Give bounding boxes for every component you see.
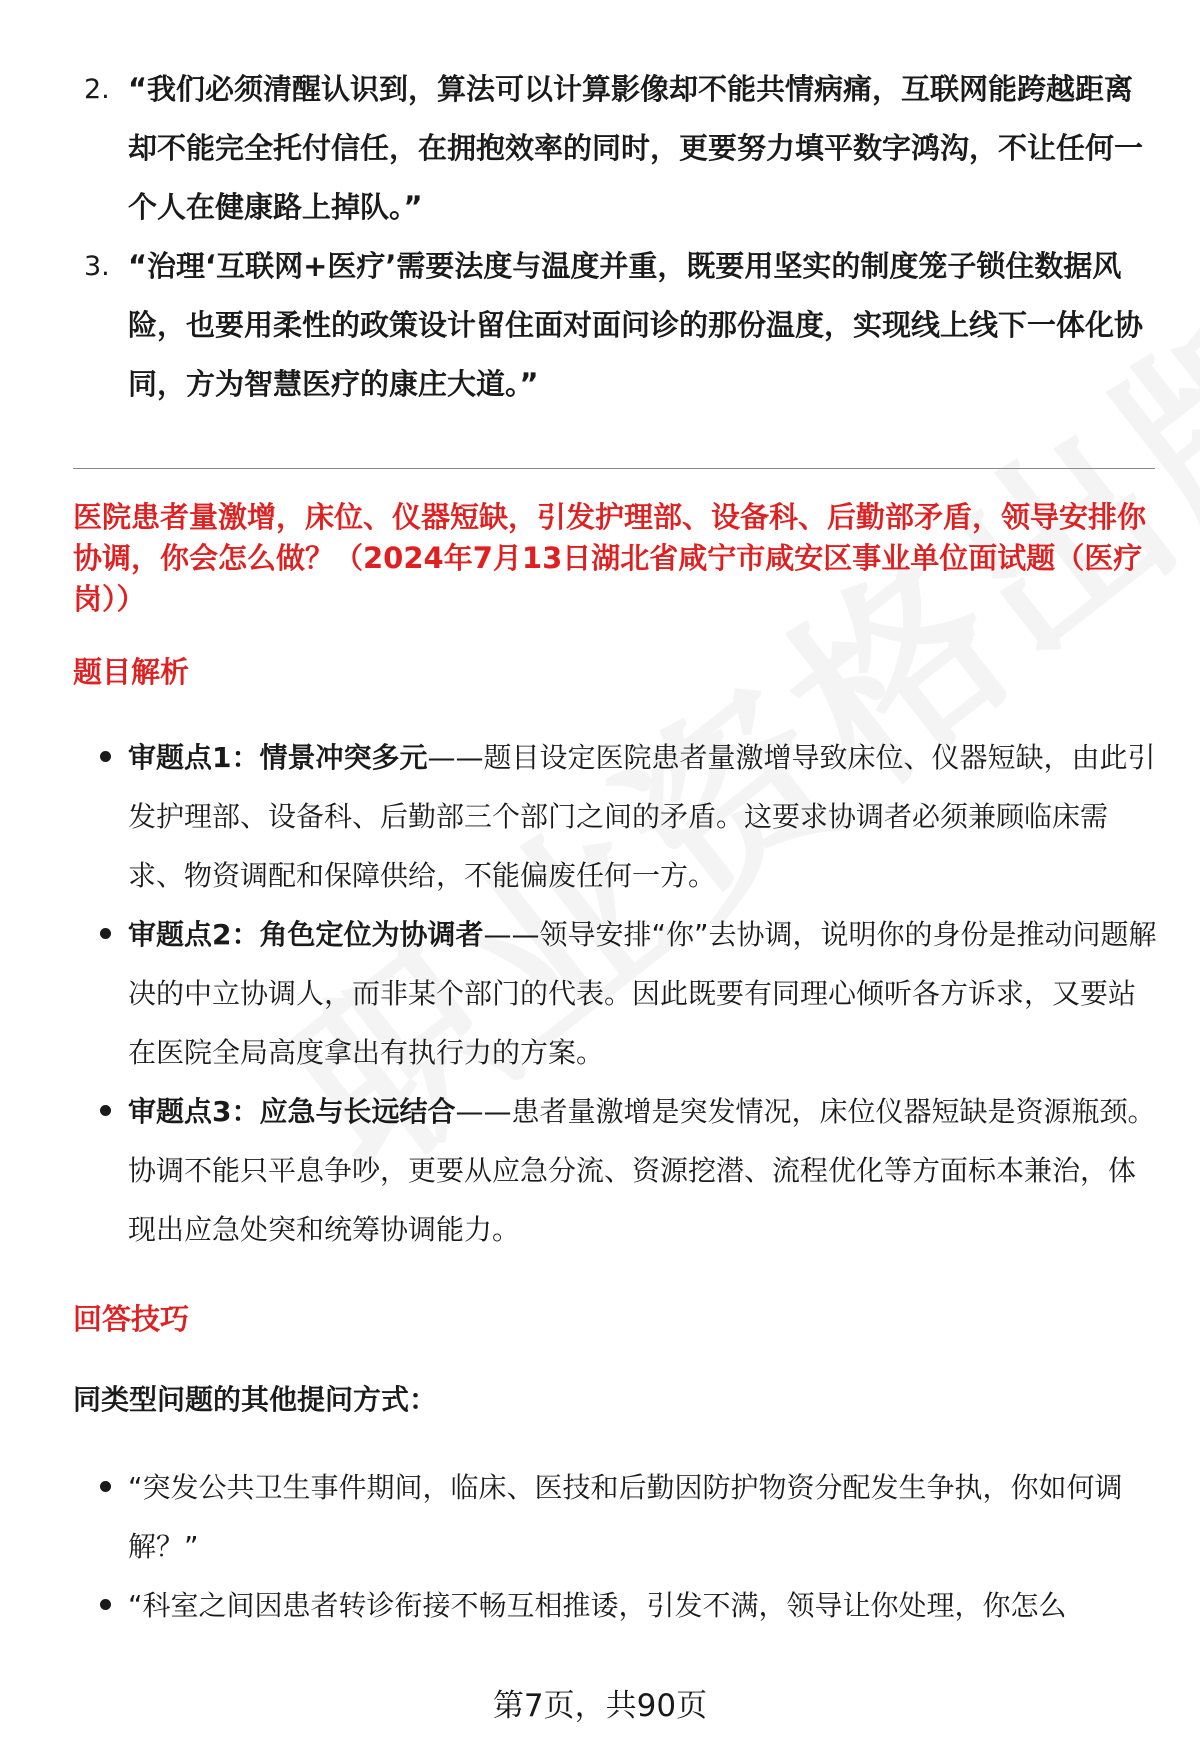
quote-number: 3. <box>84 251 110 282</box>
analysis-point-text: ——患者量激增是突发情况，床位仪器短缺是资源瓶颈。协调不能只平息争吵，更要从应急分流、资源挖潜、流程优化等方面标本兼治，体现出应急处突和统筹协调能力。 <box>128 1095 1156 1246</box>
similar-question <box>100 1576 1160 1635</box>
analysis-point-text: ——领导安排“你”去协调，说明你的身份是推动问题解决的中立协调人，而非某个部门的代表。因此既要有同理心倾听各方诉求，又要站在医院全局高度拿出有执行力的方案。 <box>128 918 1157 1069</box>
analysis-point <box>100 905 1160 1082</box>
analysis-point-lead: 审题点3：应急与长远结合 <box>128 1095 456 1128</box>
analysis-point-text: ——题目设定医院患者量激增导致床位、仪器短缺，由此引发护理部、设备科、后勤部三个部门之间的矛盾。这要求协调者必须兼顾临床需求、物资调配和保障供给，不能偏废任何一方。 <box>128 741 1156 892</box>
similar-questions-list <box>100 1458 1160 1635</box>
bullet-icon <box>100 751 111 762</box>
analysis-point-lead: 审题点1：情景冲突多元 <box>128 741 428 774</box>
quote-text: “治理‘互联网+医疗’需要法度与温度并重，既要用坚实的制度笼子锁住数据风险，也要用柔性的政策设计留住面对面问诊的那份温度，实现线上线下一体化协同，方为智慧医疗的康庄大道。” <box>128 249 1144 401</box>
analysis-point <box>100 1082 1160 1259</box>
analysis-point <box>100 728 1160 905</box>
bullet-icon <box>100 928 111 939</box>
analysis-heading: 题目解析 <box>73 655 190 689</box>
quote-text: “我们必须清醒认识到，算法可以计算影像却不能共情病痛，互联网能跨越距离却不能完全托付信任，在拥抱效率的同时，更要努力填平数字鸿沟，不让任何一个人在健康路上掉队。” <box>128 72 1144 224</box>
section-divider <box>73 468 1155 469</box>
similar-question-text: “突发公共卫生事件期间，临床、医技和后勤因防护物资分配发生争执，你如何调解？” <box>128 1471 1123 1563</box>
bullet-icon <box>100 1105 111 1116</box>
quote-number: 2. <box>84 74 110 105</box>
similar-question-text: “科室之间因患者转诊衔接不畅互相推诿，引发不满，领导让你处理，你怎么 <box>128 1589 1067 1622</box>
quote-item <box>84 60 1144 237</box>
tips-heading: 回答技巧 <box>73 1302 190 1336</box>
interview-question: 医院患者量激增，床位、仪器短缺，引发护理部、设备科、后勤部矛盾，领导安排你协调，你会怎么做？（2024年7月13日湖北省咸宁市咸安区事业单位面试题（医疗岗）） <box>73 500 1147 616</box>
page-footer: 第7页，共90页 <box>492 1688 708 1724</box>
analysis-list <box>100 728 1160 1259</box>
quote-item <box>84 237 1144 414</box>
quote-list <box>84 60 1144 414</box>
bullet-icon <box>100 1481 111 1492</box>
similar-question <box>100 1458 1160 1576</box>
analysis-point-lead: 审题点2：角色定位为协调者 <box>128 918 484 951</box>
bullet-icon <box>100 1599 111 1610</box>
similar-questions-heading: 同类型问题的其他提问方式： <box>73 1383 438 1416</box>
